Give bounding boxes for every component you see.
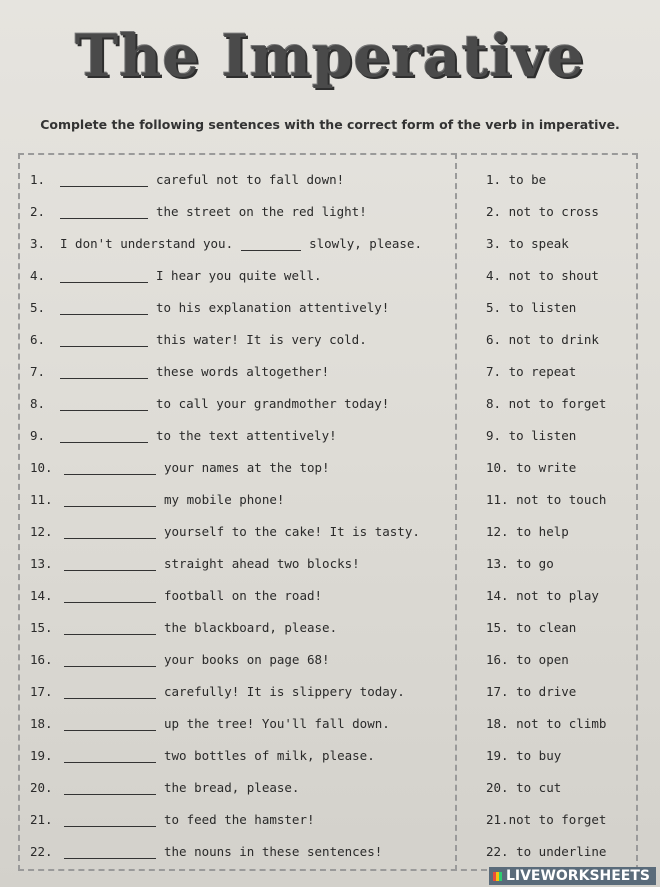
item-number: 4.	[30, 268, 46, 283]
sentence-text: up the tree! You'll fall down.	[164, 716, 390, 731]
sentence-text: carefully! It is slippery today.	[164, 684, 405, 699]
verb-hint: 2. not to cross	[486, 204, 599, 219]
answer-blank[interactable]	[241, 236, 301, 251]
verb-hint: 19. to buy	[486, 748, 562, 763]
answer-blank[interactable]	[64, 684, 156, 699]
exercise-row	[30, 197, 450, 219]
item-number: 19.	[30, 748, 53, 763]
sentence-text: careful not to fall down!	[156, 172, 345, 187]
item-number: 2.	[30, 204, 46, 219]
sentence-text: football on the road!	[164, 588, 323, 603]
item-number: 10.	[30, 460, 53, 475]
sentence-text: I hear you quite well.	[156, 268, 322, 283]
verb-hint: 4. not to shout	[486, 268, 599, 283]
answer-blank[interactable]	[60, 396, 148, 411]
answer-blank[interactable]	[64, 620, 156, 635]
liveworksheets-logo	[489, 867, 656, 885]
verb-hint: 15. to clean	[486, 620, 577, 635]
item-number: 15.	[30, 620, 53, 635]
verb-hint: 10. to write	[486, 460, 577, 475]
sentence-text: your names at the top!	[164, 460, 330, 475]
answer-blank[interactable]	[64, 492, 156, 507]
sentence-text: slowly, please.	[309, 236, 422, 251]
verb-hint: 7. to repeat	[486, 364, 577, 379]
exercise-row	[30, 325, 450, 347]
verb-hint: 12. to help	[486, 524, 569, 539]
exercise-row	[30, 229, 450, 251]
exercise-row	[30, 421, 450, 443]
item-number: 18.	[30, 716, 53, 731]
exercise-row	[30, 677, 450, 699]
exercise-row	[30, 709, 450, 731]
answer-blank[interactable]	[64, 524, 156, 539]
page-title: The Imperative	[75, 22, 585, 90]
verb-hint: 14. not to play	[486, 588, 599, 603]
answer-blank[interactable]	[60, 300, 148, 315]
answer-blank[interactable]	[60, 172, 148, 187]
verb-hint: 8. not to forget	[486, 396, 607, 411]
item-number: 21.	[30, 812, 53, 827]
item-number: 9.	[30, 428, 46, 443]
answer-blank[interactable]	[60, 268, 148, 283]
exercise-row	[30, 389, 450, 411]
item-number: 1.	[30, 172, 46, 187]
verb-hint: 13. to go	[486, 556, 554, 571]
item-number: 12.	[30, 524, 53, 539]
answer-blank[interactable]	[64, 748, 156, 763]
sentence-text: two bottles of milk, please.	[164, 748, 375, 763]
exercise-row	[30, 805, 450, 827]
answer-blank[interactable]	[60, 428, 148, 443]
exercise-row	[30, 741, 450, 763]
answer-blank[interactable]	[60, 364, 148, 379]
answer-blank[interactable]	[60, 332, 148, 347]
item-number: 17.	[30, 684, 53, 699]
sentence-text: the street on the red light!	[156, 204, 367, 219]
item-number: 7.	[30, 364, 46, 379]
answer-blank[interactable]	[64, 780, 156, 795]
item-number: 20.	[30, 780, 53, 795]
exercise-row	[30, 261, 450, 283]
item-number: 11.	[30, 492, 53, 507]
verb-hint: 18. not to climb	[486, 716, 607, 731]
answer-blank[interactable]	[64, 812, 156, 827]
verb-hint: 3. to speak	[486, 236, 569, 251]
exercise-row	[30, 581, 450, 603]
verb-hint: 22. to underline	[486, 844, 607, 859]
sentence-text: your books on page 68!	[164, 652, 330, 667]
exercise-row	[30, 453, 450, 475]
answer-blank[interactable]	[64, 588, 156, 603]
sentence-text: the bread, please.	[164, 780, 300, 795]
instruction-text: Complete the following sentences with the correct form of the verb in imperative.	[40, 117, 620, 132]
verb-hint: 20. to cut	[486, 780, 562, 795]
item-number: 3.	[30, 236, 46, 251]
verb-hint: 6. not to drink	[486, 332, 599, 347]
sentence-text: to the text attentively!	[156, 428, 337, 443]
sentence-text: the blackboard, please.	[164, 620, 338, 635]
verb-hint: 5. to listen	[486, 300, 577, 315]
liveworksheets-icon	[493, 872, 502, 881]
sentence-text: the nouns in these sentences!	[164, 844, 383, 859]
sentence-text: straight ahead two blocks!	[164, 556, 360, 571]
exercise-row	[30, 165, 450, 187]
exercise-row	[30, 549, 450, 571]
exercise-row	[30, 485, 450, 507]
exercise-row	[30, 837, 450, 859]
item-number: 8.	[30, 396, 46, 411]
item-number: 16.	[30, 652, 53, 667]
answer-blank[interactable]	[64, 460, 156, 475]
sentence-text: to feed the hamster!	[164, 812, 315, 827]
item-number: 5.	[30, 300, 46, 315]
exercise-row	[30, 517, 450, 539]
item-number: 13.	[30, 556, 53, 571]
verb-hint: 21.not to forget	[486, 812, 607, 827]
item-number: 14.	[30, 588, 53, 603]
sentence-text: to his explanation attentively!	[156, 300, 390, 315]
exercise-row	[30, 645, 450, 667]
exercise-row	[30, 357, 450, 379]
brand-label: LIVEWORKSHEETS	[505, 868, 650, 884]
verb-hint: 11. not to touch	[486, 492, 607, 507]
exercise-row	[30, 773, 450, 795]
sentence-text: these words altogether!	[156, 364, 330, 379]
answer-blank[interactable]	[64, 716, 156, 731]
sentence-text: my mobile phone!	[164, 492, 285, 507]
answer-blank[interactable]	[64, 556, 156, 571]
exercise-row	[30, 613, 450, 635]
column-divider	[455, 153, 457, 871]
sentence-prefix: I don't understand you.	[60, 236, 234, 251]
sentence-text: this water! It is very cold.	[156, 332, 367, 347]
verb-hint: 16. to open	[486, 652, 569, 667]
item-number: 22.	[30, 844, 53, 859]
answer-blank[interactable]	[60, 204, 148, 219]
verb-hint: 1. to be	[486, 172, 547, 187]
verb-hint: 9. to listen	[486, 428, 577, 443]
verb-hint: 17. to drive	[486, 684, 577, 699]
answer-blank[interactable]	[64, 652, 156, 667]
sentence-text: yourself to the cake! It is tasty.	[164, 524, 420, 539]
answer-blank[interactable]	[64, 844, 156, 859]
item-number: 6.	[30, 332, 46, 347]
sentence-text: to call your grandmother today!	[156, 396, 390, 411]
exercise-row	[30, 293, 450, 315]
